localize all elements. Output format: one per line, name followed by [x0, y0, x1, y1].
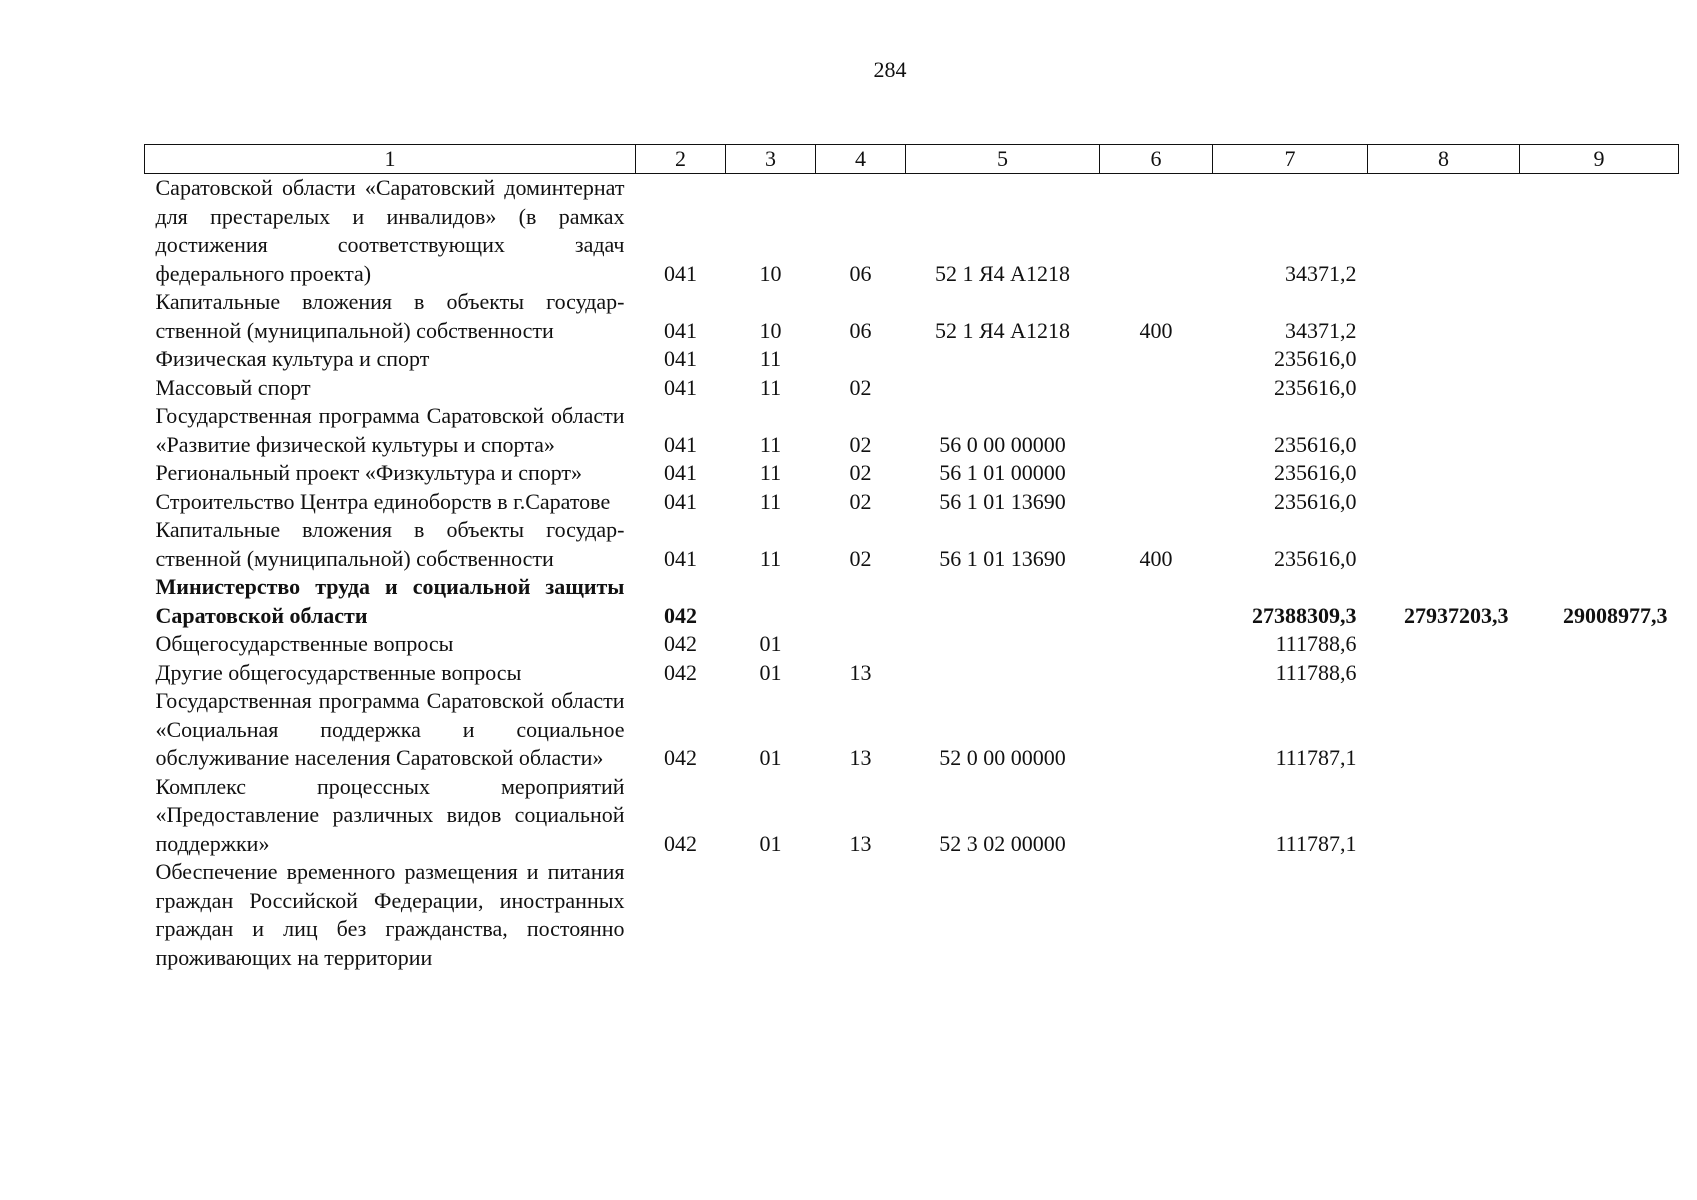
cell-expense-type [1100, 459, 1213, 488]
cell-name: Капитальные вложения в объекты государственной (муниципальной) собственности [155, 289, 625, 343]
cell-expense-type [1100, 573, 1213, 630]
cell-amount-year-1: 111787,1 [1275, 830, 1357, 856]
cell-section-code: 11 [759, 460, 782, 485]
cell-target-article: 52 3 02 00000 [939, 830, 1066, 856]
table-row [145, 630, 1679, 659]
cell-name: Саратовской области «Саратовский доминтернат для престарелых и инвалидов» (в рамках достижения соответствующих задач федерального проекта) [155, 175, 625, 286]
cell-amount-year-3 [1520, 345, 1679, 374]
cell-subsection-code: 02 [849, 488, 872, 514]
cell-section-code: 01 [759, 745, 782, 770]
cell-target-article [906, 374, 1100, 403]
cell-amount-year-1: 34371,2 [1285, 317, 1357, 343]
cell-name: Физическая культура и спорт [155, 346, 430, 371]
table-row [145, 402, 1679, 459]
cell-ministry-code: 041 [664, 545, 697, 571]
table-row [145, 459, 1679, 488]
cell-amount-year-1: 235616,0 [1274, 374, 1357, 400]
cell-amount-year-3 [1520, 174, 1679, 289]
cell-expense-type [1100, 374, 1213, 403]
cell-amount-year-1: 111788,6 [1275, 631, 1357, 656]
cell-subsection-code [816, 345, 906, 374]
cell-ministry-code: 041 [664, 431, 697, 457]
cell-section-code: 01 [759, 659, 782, 685]
cell-ministry-code: 041 [664, 346, 697, 371]
cell-section-code: 01 [759, 830, 782, 856]
cell-amount-year-1: 34371,2 [1285, 260, 1357, 286]
cell-name: Другие общегосударственные вопросы [155, 659, 522, 685]
cell-amount-year-1: 235616,0 [1274, 545, 1357, 571]
cell-name: Строительство Центра единоборств в г.Саратове [155, 488, 611, 514]
cell-amount-year-2 [1368, 516, 1520, 573]
header-col-3: 3 [726, 145, 816, 174]
cell-amount-year-1: 111787,1 [1275, 745, 1357, 770]
cell-ministry-code: 042 [664, 745, 697, 770]
header-col-7: 7 [1213, 145, 1368, 174]
header-col-6: 6 [1100, 145, 1213, 174]
cell-name: Региональный проект «Физкультура и спорт» [155, 460, 583, 485]
budget-table [144, 144, 1679, 972]
cell-amount-year-3 [1520, 687, 1679, 773]
table-row [145, 488, 1679, 517]
cell-section-code: 11 [759, 374, 782, 400]
cell-amount-year-2 [1368, 288, 1520, 345]
cell-amount-year-1: 235616,0 [1274, 460, 1357, 485]
cell-expense-type [1100, 659, 1213, 688]
cell-amount-year-3 [1520, 858, 1679, 972]
table-row [145, 174, 1679, 289]
cell-target-article [906, 345, 1100, 374]
cell-section-code: 10 [759, 260, 782, 286]
cell-ministry-code: 042 [664, 602, 697, 628]
cell-section-code: 11 [759, 488, 782, 514]
cell-ministry-code: 041 [664, 317, 697, 343]
cell-section-code: 01 [759, 631, 782, 656]
table-row [145, 345, 1679, 374]
header-col-4: 4 [816, 145, 906, 174]
cell-ministry-code: 041 [664, 488, 697, 514]
cell-amount-year-3 [1520, 630, 1679, 659]
table-row [145, 573, 1679, 630]
cell-amount-year-1: 235616,0 [1274, 346, 1357, 371]
cell-name: Комплекс процессных мероприятий «Предоставление различных видов социальной поддержки» [155, 773, 625, 856]
cell-amount-year-2 [1368, 345, 1520, 374]
header-col-5: 5 [906, 145, 1100, 174]
cell-expense-type [1100, 630, 1213, 659]
cell-section-code: 11 [759, 431, 782, 457]
cell-amount-year-2 [1368, 374, 1520, 403]
cell-amount-year-2: 27937203,3 [1404, 602, 1509, 628]
cell-expense-type: 400 [1139, 545, 1173, 571]
cell-section-code: 10 [759, 317, 782, 343]
cell-amount-year-2 [1368, 659, 1520, 688]
cell-target-article: 56 1 01 13690 [939, 545, 1066, 571]
cell-expense-type [1100, 345, 1213, 374]
cell-amount-year-3 [1520, 402, 1679, 459]
cell-expense-type [1100, 773, 1213, 859]
cell-amount-year-2 [1368, 858, 1520, 972]
cell-ministry-code: 041 [664, 460, 697, 485]
cell-amount-year-1 [1213, 858, 1368, 972]
cell-section-code: 11 [759, 346, 782, 371]
cell-amount-year-3 [1520, 659, 1679, 688]
cell-expense-type [1100, 174, 1213, 289]
cell-amount-year-1: 111788,6 [1275, 659, 1357, 685]
cell-subsection-code: 13 [849, 745, 872, 770]
cell-name: Общегосударственные вопросы [155, 631, 454, 656]
table-row [145, 659, 1679, 688]
table-header-row [145, 145, 1679, 174]
cell-name: Массовый спорт [155, 374, 311, 400]
cell-amount-year-2 [1368, 687, 1520, 773]
header-col-9: 9 [1520, 145, 1679, 174]
header-col-2: 2 [636, 145, 726, 174]
table-row [145, 288, 1679, 345]
cell-name: Обеспечение временного размещения и питания граждан Российской Федерации, иностранных граждан и лиц без гражданства, постоянно проживающих на территории [155, 859, 625, 970]
cell-target-article [906, 858, 1100, 972]
cell-target-article: 56 1 01 13690 [939, 488, 1066, 514]
cell-section-code [726, 573, 816, 630]
cell-subsection-code: 06 [849, 260, 872, 286]
cell-amount-year-3 [1520, 374, 1679, 403]
cell-amount-year-3 [1520, 488, 1679, 517]
cell-subsection-code: 02 [849, 545, 872, 571]
cell-amount-year-3 [1520, 516, 1679, 573]
cell-target-article: 52 1 Я4 А1218 [934, 260, 1071, 286]
cell-subsection-code: 02 [849, 374, 872, 400]
cell-subsection-code: 13 [849, 659, 872, 685]
cell-name: Министерство труда и социальной защиты Саратовской области [155, 574, 625, 628]
cell-target-article: 56 0 00 00000 [939, 431, 1066, 457]
cell-name: Государственная программа Саратовской области «Развитие физической культуры и спорта» [155, 403, 625, 457]
cell-amount-year-2 [1368, 630, 1520, 659]
table-row [145, 858, 1679, 972]
cell-expense-type [1100, 858, 1213, 972]
header-col-1: 1 [145, 145, 636, 174]
cell-amount-year-3: 29008977,3 [1563, 602, 1668, 628]
cell-amount-year-3 [1520, 288, 1679, 345]
cell-expense-type [1100, 687, 1213, 773]
cell-ministry-code: 041 [664, 374, 697, 400]
cell-amount-year-2 [1368, 773, 1520, 859]
cell-target-article: 52 0 00 00000 [939, 745, 1066, 770]
cell-amount-year-1: 27388309,3 [1252, 602, 1357, 628]
cell-subsection-code: 02 [849, 460, 872, 485]
cell-subsection-code: 13 [849, 830, 872, 856]
table-row [145, 374, 1679, 403]
cell-target-article: 52 1 Я4 А1218 [934, 317, 1071, 343]
cell-ministry-code: 042 [664, 830, 697, 856]
cell-amount-year-1: 235616,0 [1274, 431, 1357, 457]
cell-expense-type [1100, 488, 1213, 517]
cell-amount-year-3 [1520, 773, 1679, 859]
cell-section-code [726, 858, 816, 972]
cell-target-article [906, 573, 1100, 630]
header-col-8: 8 [1368, 145, 1520, 174]
cell-amount-year-2 [1368, 402, 1520, 459]
cell-ministry-code: 042 [664, 659, 697, 685]
cell-subsection-code [816, 858, 906, 972]
cell-amount-year-1: 235616,0 [1274, 488, 1357, 514]
cell-target-article [906, 630, 1100, 659]
cell-ministry-code [636, 858, 726, 972]
cell-subsection-code: 02 [849, 431, 872, 457]
cell-ministry-code: 042 [664, 631, 697, 656]
cell-name: Капитальные вложения в объекты государственной (муниципальной) собственности [155, 517, 625, 571]
cell-ministry-code: 041 [664, 260, 697, 286]
cell-subsection-code [816, 573, 906, 630]
cell-subsection-code [816, 630, 906, 659]
cell-target-article: 56 1 01 00000 [939, 460, 1066, 485]
table-row [145, 516, 1679, 573]
cell-section-code: 11 [759, 545, 782, 571]
cell-expense-type: 400 [1139, 317, 1173, 343]
cell-name: Государственная программа Саратовской области «Социальная поддержка и социальное обслуживание населения Саратовской области» [155, 688, 625, 770]
cell-subsection-code: 06 [849, 317, 872, 343]
cell-expense-type [1100, 402, 1213, 459]
cell-amount-year-2 [1368, 459, 1520, 488]
cell-amount-year-2 [1368, 174, 1520, 289]
table-row [145, 773, 1679, 859]
table-body [145, 174, 1679, 973]
cell-amount-year-2 [1368, 488, 1520, 517]
cell-target-article [906, 659, 1100, 688]
cell-amount-year-3 [1520, 459, 1679, 488]
page-number: 284 [873, 57, 907, 82]
table-row [145, 687, 1679, 773]
